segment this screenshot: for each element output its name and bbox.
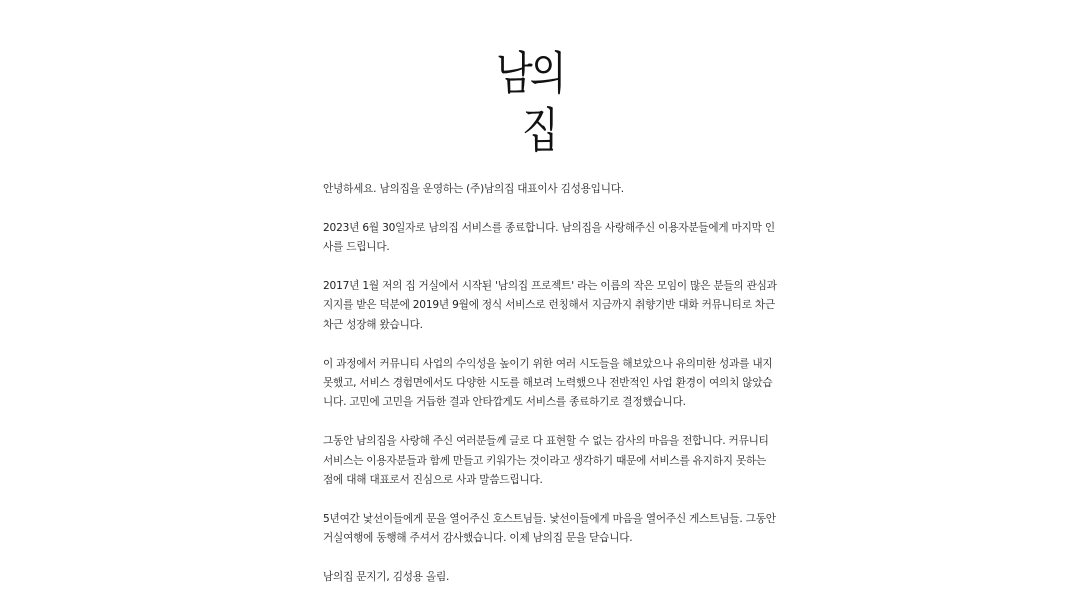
- letter-line: 거실여행에 동행해 주셔서 감사했습니다. 이제 남의집 문을 닫습니다.: [323, 532, 633, 545]
- letter-paragraph: [323, 568, 763, 587]
- logo-text-line2: 집: [522, 103, 559, 159]
- letter-line: 5년여간 낯선이들에게 문을 열어주신 호스트님들. 낯선이들에게 마음을 열어주신 게스트님들. 그동안: [323, 512, 776, 525]
- letter-paragraph: [323, 510, 776, 549]
- letter-line: 2023년 6월 30일자로 남의집 서비스를 종료합니다. 남의집을 사랑해주신 이용자분들에게 마지막 인: [323, 221, 775, 234]
- letter-line: 2017년 1월 저의 집 거실에서 시작된 '남의집 프로젝트' 라는 이름의 작은 모임이 많은 분들의 관심과: [323, 280, 777, 292]
- letter-paragraph: [323, 277, 777, 335]
- letter-line: 차근 성장해 왔습니다.: [323, 318, 423, 331]
- letter-line: 안녕하세요. 남의집을 운영하는 (주)남의집 대표이사 김성용입니다.: [323, 183, 624, 195]
- letter-paragraph: [323, 355, 773, 413]
- letter-line: 그동안 남의집을 사랑해 주신 여러분들께 글로 다 표현할 수 없는 감사의 마음을 전합니다. 커뮤니티: [323, 435, 769, 448]
- letter-line: 남의집 문지기, 김성용 올림.: [323, 571, 450, 584]
- letter-paragraph: [323, 432, 769, 490]
- letter-line: 니다. 고민에 고민을 거듭한 결과 안타깝게도 서비스를 종료하기로 결정했습니다.: [323, 396, 686, 409]
- letter-paragraph: [323, 219, 775, 258]
- letter-line: 못했고, 서비스 경험면에서도 다양한 시도를 해보려 노력했으나 전반적인 사업 환경이 여의치 않았습: [323, 377, 773, 390]
- letter-line: 사를 드립니다.: [323, 241, 390, 254]
- brand-logo: [492, 36, 572, 159]
- letter-paragraph: [323, 180, 763, 199]
- farewell-letter: [323, 180, 777, 607]
- letter-line: 지지를 받은 덕분에 2019년 9월에 정식 서비스로 런칭해서 지금까지 취향기반 대화 커뮤니티로 차근: [323, 299, 775, 312]
- letter-line: 서비스는 이용자분들과 함께 만들고 키워가는 것이라고 생각하기 때문에 서비스를 유지하지 못하는: [323, 454, 767, 467]
- letter-line: 점에 대해 대표로서 진심으로 사과 말씀드립니다.: [323, 474, 543, 487]
- letter-line: 이 과정에서 커뮤니티 사업의 수익성을 높이기 위한 여러 시도들을 해보았으나 유의미한 성과를 내지: [323, 357, 773, 370]
- logo-text-line1: 남의: [496, 46, 564, 100]
